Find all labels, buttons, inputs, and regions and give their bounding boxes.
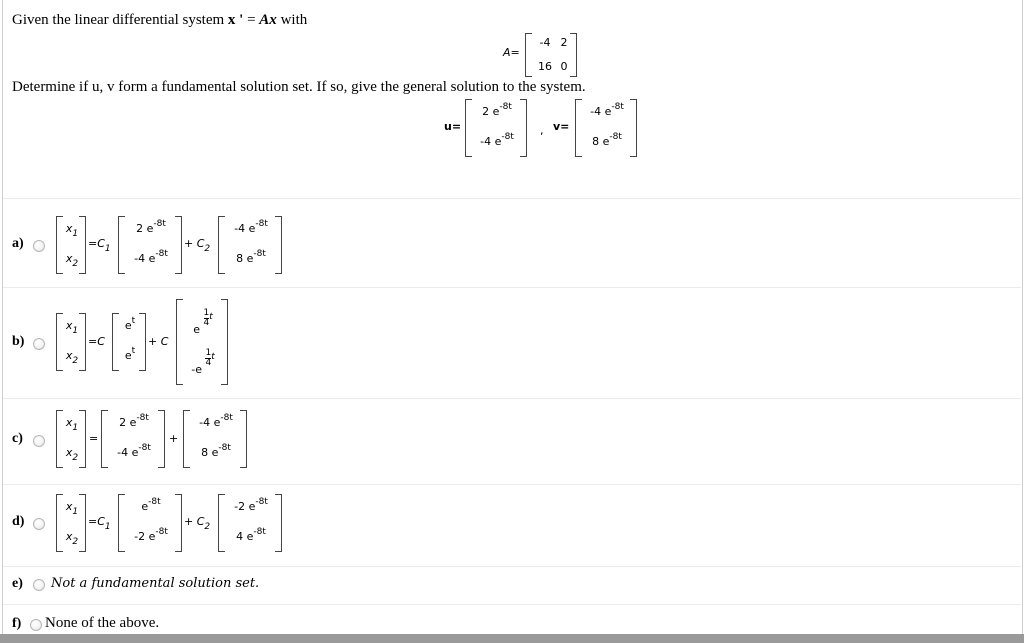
option-f-letter: f) — [12, 616, 22, 631]
option-e-text: Not a fundamental solution set. — [51, 576, 260, 591]
u-vector — [465, 99, 527, 157]
v-label: v= — [553, 120, 570, 133]
option-b-letter: b) — [12, 334, 25, 349]
question-intro: Given the linear differential system x ' = Ax with — [12, 12, 308, 28]
u-label: u= — [444, 120, 462, 133]
solution-vector-1: $e^{-8t}$ -2 $e^{-8t}$ — [118, 494, 182, 552]
option-e-letter: e) — [12, 576, 23, 591]
eq-c1: $=C_1$ — [88, 237, 111, 254]
matrix-cell: 0 — [560, 60, 568, 73]
u-entry-1: 2 $e^{-8t}$ — [482, 102, 512, 118]
plus-c2: + $C_2$ — [184, 237, 211, 254]
eq: = — [89, 432, 99, 445]
v-entry-1: -4 $e^{-8t}$ — [590, 102, 624, 118]
determine-text: Determine if u, v form a fundamental solution set. If so, give the general solution to the system. — [12, 79, 586, 95]
option-e-radio[interactable] — [33, 579, 45, 591]
with-text: with — [276, 12, 308, 28]
plus-c: + C — [148, 335, 169, 348]
option-b-radio[interactable] — [33, 338, 45, 350]
solution-vector-1: $e^t$ $e^t$ — [112, 313, 146, 371]
ax-term: Ax — [259, 12, 277, 28]
solution-vector-2: -2 $e^{-8t}$ 4 $e^{-8t}$ — [218, 494, 282, 552]
solution-vector-2: -4 $e^{-8t}$ 8 $e^{-8t}$ — [218, 216, 282, 274]
solution-vector-2: e $\frac{1}{4}$ t -e $\frac{1}{4}$ t — [176, 299, 228, 385]
x-prime: x ' — [227, 12, 244, 28]
option-f-text: None of the above. — [45, 615, 160, 631]
u-entry-2: -4 $e^{-8t}$ — [480, 132, 514, 148]
option-d-letter: d) — [12, 514, 25, 529]
eq-c1: $=C_1$ — [88, 515, 111, 532]
option-f-radio[interactable] — [30, 619, 42, 631]
matrix-cell: -4 — [539, 36, 551, 49]
solution-vector-1: 2 $e^{-8t}$ -4 $e^{-8t}$ — [118, 216, 182, 274]
x-vector: $x_1$ $x_2$ — [56, 410, 86, 468]
plus-c2: + $C_2$ — [184, 515, 211, 532]
x-vector: $x_1$ $x_2$ — [56, 313, 86, 371]
x-vector: $x_1$ $x_2$ — [56, 216, 86, 274]
v-vector — [575, 99, 637, 157]
comma: , — [540, 124, 544, 137]
option-d-radio[interactable] — [33, 518, 45, 530]
matrix-a — [525, 33, 577, 77]
plus: + — [169, 432, 179, 445]
matrix-cell: 16 — [538, 60, 552, 73]
option-c-letter: c) — [12, 431, 23, 446]
intro-text: Given the linear differential system — [12, 12, 225, 28]
solution-vector-1: 2 $e^{-8t}$ -4 $e^{-8t}$ — [101, 410, 165, 468]
solution-vector-2: -4 $e^{-8t}$ 8 $e^{-8t}$ — [183, 410, 247, 468]
bottom-scrollbar[interactable] — [0, 634, 1024, 643]
matrix-cell: 2 — [560, 36, 568, 49]
option-a-radio[interactable] — [33, 240, 45, 252]
option-c-radio[interactable] — [33, 435, 45, 447]
v-entry-2: 8 $e^{-8t}$ — [592, 132, 622, 148]
option-a-letter: a) — [12, 236, 24, 251]
matrix-a-label: A= — [503, 46, 520, 59]
eq-c: =C — [88, 335, 105, 348]
x-vector: $x_1$ $x_2$ — [56, 494, 86, 552]
